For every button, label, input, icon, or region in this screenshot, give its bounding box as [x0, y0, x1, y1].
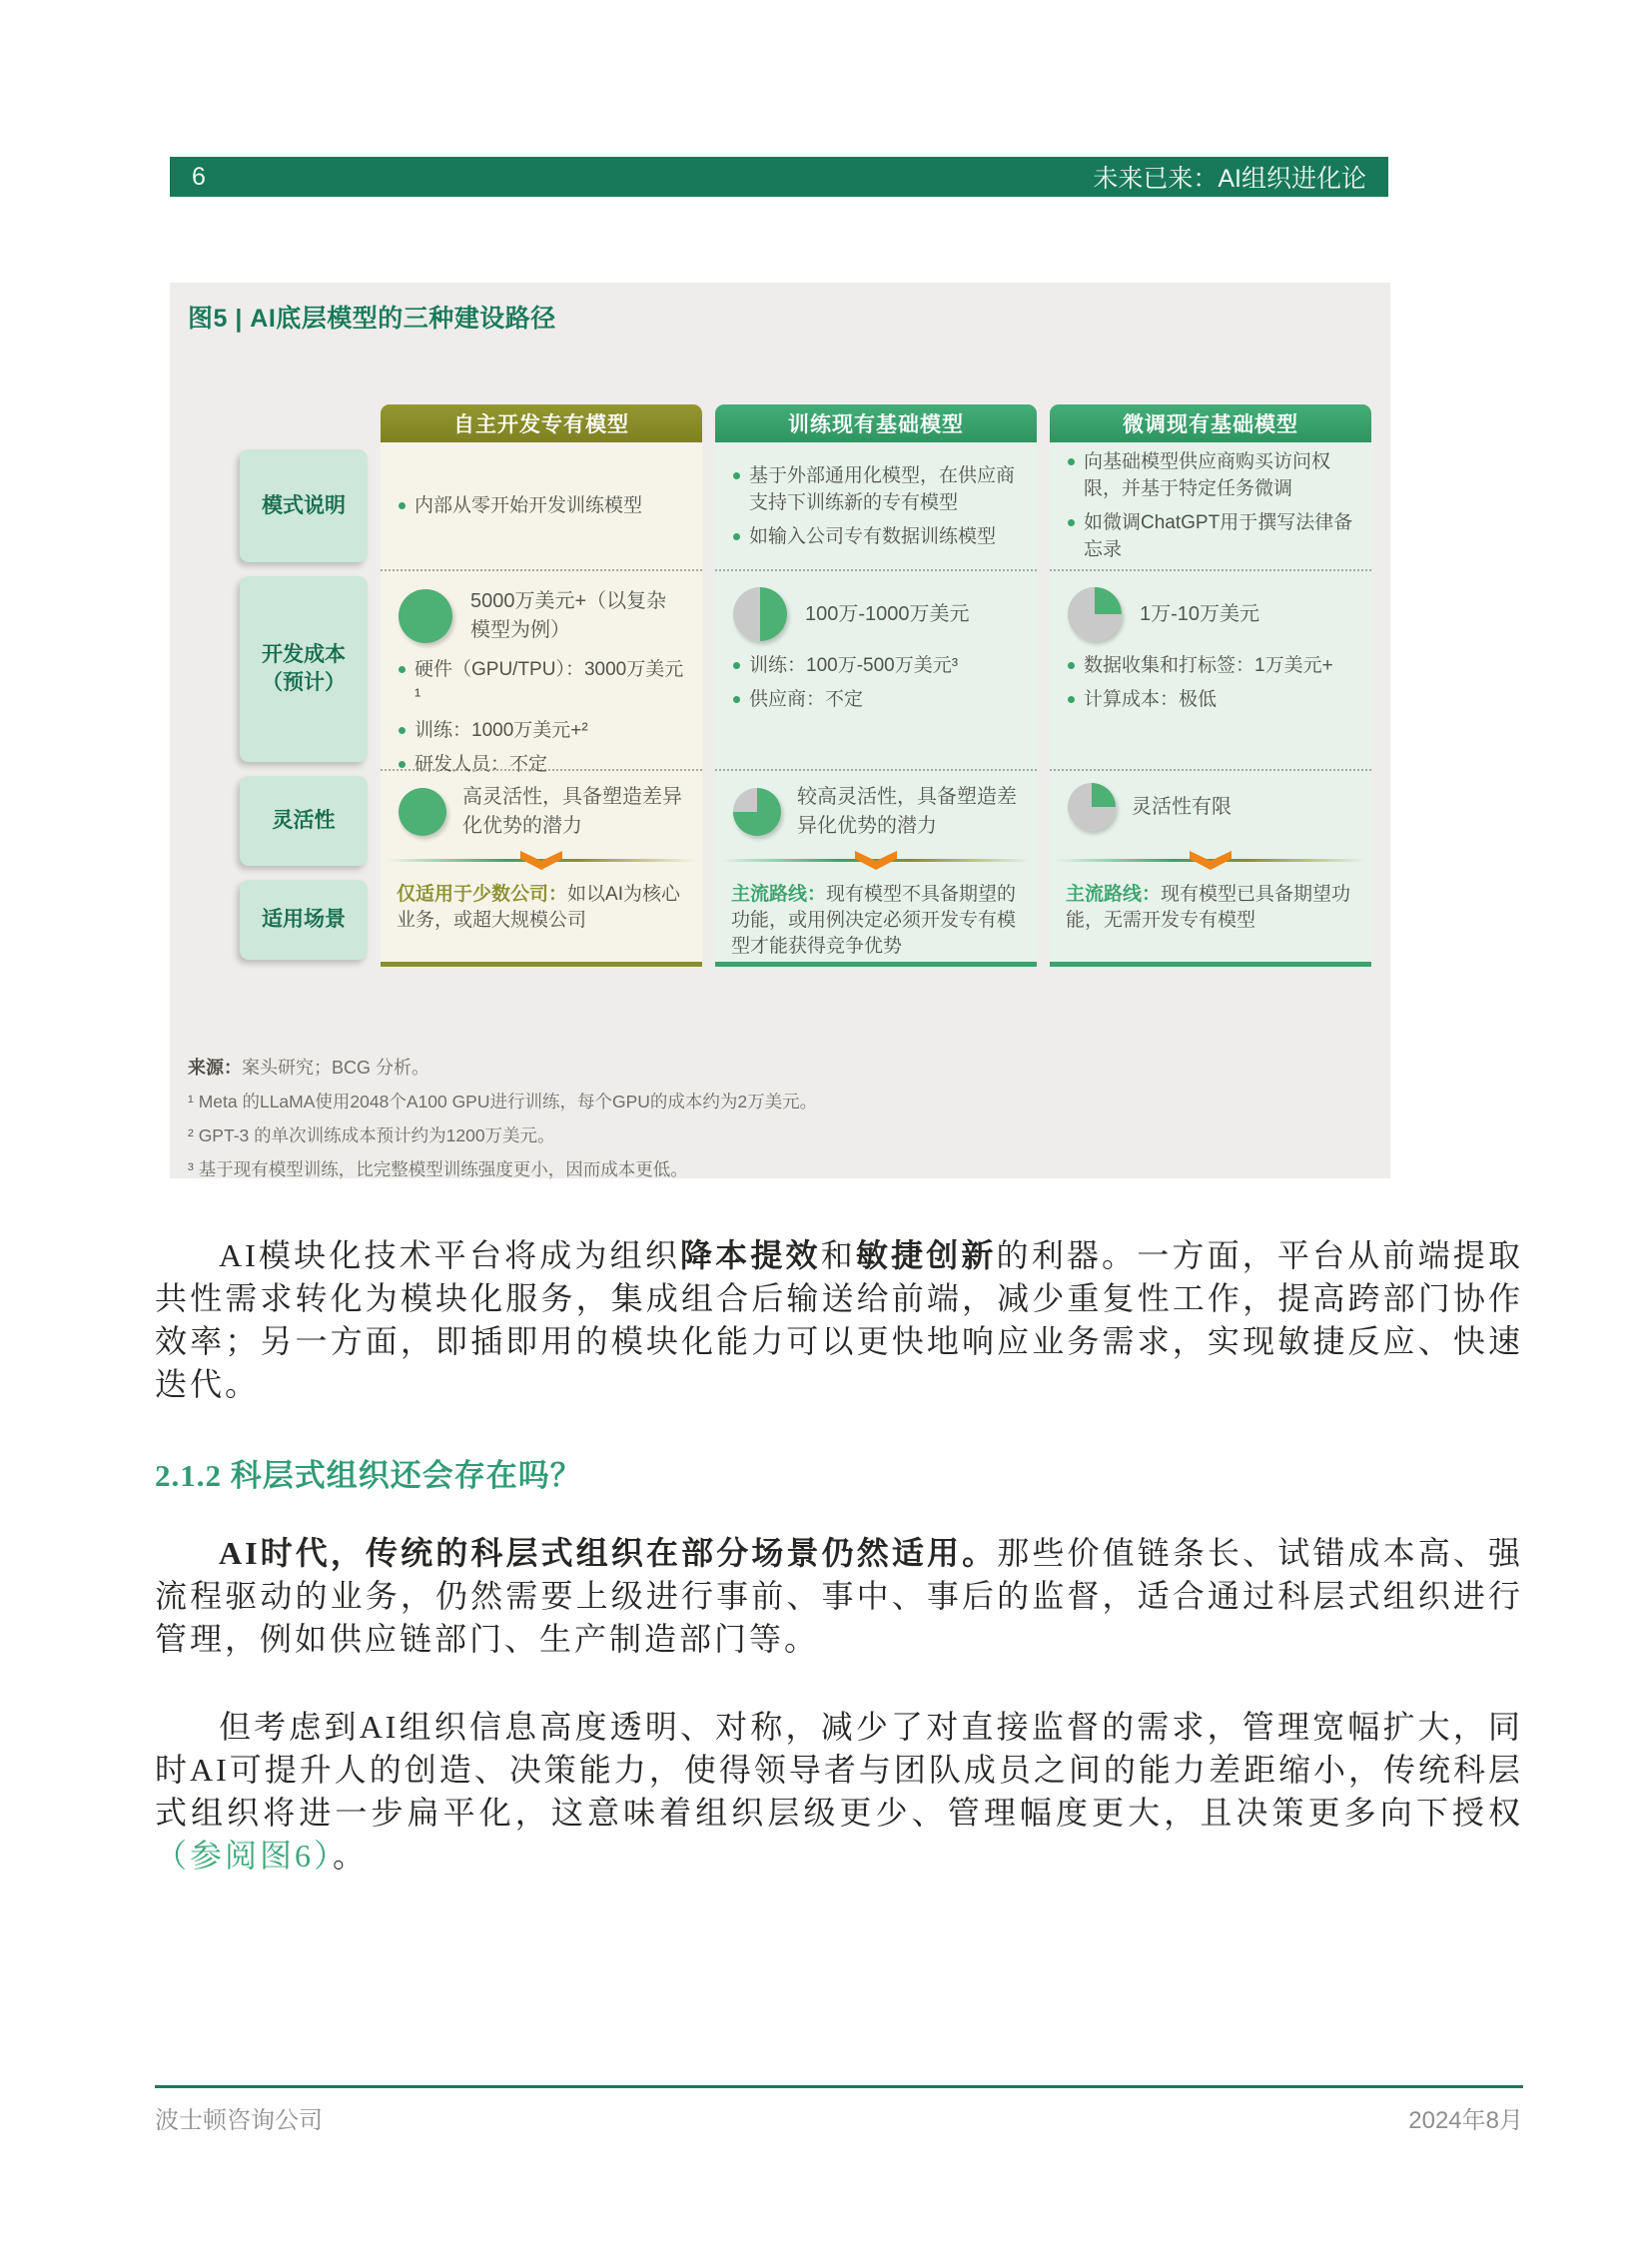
pie-icon	[1068, 587, 1122, 641]
cell-scenario-col1	[381, 873, 702, 967]
pie-icon	[733, 587, 787, 641]
cost-headline: 100万-1000万美元	[805, 602, 970, 625]
figure-table	[188, 404, 1372, 967]
bullet-item: 如微调ChatGPT用于撰写法律备忘录	[1066, 509, 1355, 563]
figure6-reference-link[interactable]: （参阅图6）	[155, 1838, 334, 1873]
cell-cost-col2	[715, 569, 1037, 769]
pie-icon	[399, 589, 452, 643]
text-run: AI模块化技术平台将成为组织	[219, 1237, 680, 1273]
chevron-divider	[715, 849, 1037, 873]
bullet-item: 计算成本：极低	[1066, 686, 1355, 713]
cell-cost-col1	[381, 569, 702, 775]
scenario-text: 现有模型已具备期望功能，无需开发专有模型	[1066, 884, 1351, 931]
bullet-item: 如输入公司专有数据训练模型	[731, 523, 1021, 550]
flexibility-text: 高灵活性，具备塑造差异化优势的潜力	[462, 786, 682, 837]
bullet-item: 训练：100万-500万美元³	[731, 652, 1021, 679]
scenario-tag: 主流路线：	[1066, 884, 1162, 905]
scenario-text: 如以AI为核心业务，或超大规模公司	[397, 884, 680, 931]
table-corner-spacer	[188, 404, 368, 442]
row-label-wrap	[188, 442, 368, 569]
chevron-down-icon	[853, 850, 899, 872]
text-run-bold: AI时代，传统的科层式组织在部分场景仍然适用。	[219, 1535, 998, 1571]
row-label-wrap	[188, 769, 368, 873]
page-number: 6	[192, 162, 206, 191]
text-run: 的利器。一方面，平台从前端提取共性需求转化为模块化服务，集成组合后输送给前端，减少重复性工作，提高跨部门协作效率；另一方面，即插即用的模块化能力可以更快地响应业务需求，实现敏捷反应、快速迭代。	[155, 1237, 1523, 1402]
bullet-item: 研发人员：不定	[397, 751, 686, 778]
cell-flexibility-col3	[1050, 769, 1371, 873]
pie-icon	[1068, 783, 1116, 831]
header-title: 未来已来：AI组织进化论	[1093, 165, 1366, 193]
row-label-wrap	[188, 873, 368, 967]
figure-panel	[170, 283, 1390, 1178]
bullet-item: 训练：1000万美元+²	[397, 717, 686, 744]
pie-icon	[399, 788, 446, 836]
paragraph-hierarchy-1	[155, 1532, 1523, 1661]
figure-notes	[188, 1051, 1372, 1186]
section-heading: 2.1.2 科层式组织还会存在吗？	[155, 1458, 582, 1493]
page-footer	[155, 2085, 1523, 2135]
cost-headline: 5000万美元+（以复杂模型为例）	[470, 590, 667, 641]
source-text: 案头研究；BCG 分析。	[242, 1058, 430, 1078]
column-header-finetune-existing: 微调现有基础模型	[1050, 404, 1371, 442]
column-header-train-existing: 训练现有基础模型	[715, 404, 1037, 442]
footer-date: 2024年8月	[1408, 2107, 1523, 2134]
row-label-wrap	[188, 569, 368, 769]
text-run-bold: 敏捷创新	[855, 1237, 997, 1273]
source-line	[188, 1051, 1372, 1085]
chevron-divider	[1050, 849, 1371, 873]
header-bar	[170, 157, 1388, 197]
footer-company: 波士顿咨询公司	[155, 2107, 323, 2134]
bullet-item: 供应商：不定	[731, 686, 1021, 713]
text-run: 但考虑到AI组织信息高度透明、对称，减少了对直接监督的需求，管理宽幅扩大，同时AI可提升人的创造、决策能力，使得领导者与团队成员之间的能力差距缩小，传统科层式组织将进一步扁平化，这意味着组织层级更少、管理幅度更大，且决策更多向下授权	[155, 1709, 1523, 1831]
flexibility-text: 灵活性有限	[1132, 795, 1232, 818]
bullet-item: 基于外部通用化模型，在供应商支持下训练新的专有模型	[731, 462, 1021, 516]
row-label-scenario: 适用场景	[240, 880, 368, 960]
column-header-self-develop: 自主开发专有模型	[381, 404, 702, 442]
text-run-bold: 降本提效	[680, 1237, 821, 1273]
text-run: 和	[820, 1237, 856, 1273]
chevron-down-icon	[1188, 850, 1234, 872]
chevron-down-icon	[518, 850, 564, 872]
text-run: 那些价值链条长、试错成本高、强流程驱动的业务，仍然需要上级进行事前、事中、事后的监督，适合通过科层式组织进行管理，例如供应链部门、生产制造部门等。	[155, 1535, 1523, 1657]
cell-scenario-col3	[1050, 873, 1371, 967]
row-label-flexibility: 灵活性	[240, 776, 368, 866]
footnote: ² GPT-3 的单次训练成本预计约为1200万美元。	[188, 1125, 555, 1145]
source-label: 来源：	[188, 1058, 242, 1078]
pie-icon	[733, 788, 781, 836]
bullet-item: 内部从零开始开发训练模型	[397, 492, 642, 519]
cost-headline: 1万-10万美元	[1140, 602, 1260, 625]
bullet-item: 向基础模型供应商购买访问权限，并基于特定任务微调	[1066, 448, 1355, 502]
cell-cost-col3	[1050, 569, 1371, 769]
scenario-tag: 主流路线：	[731, 884, 827, 905]
cell-mode-col2	[715, 442, 1037, 569]
flexibility-text: 较高灵活性，具备塑造差异化优势的潜力	[797, 786, 1017, 837]
bullet-item: 数据收集和打标签：1万美元+	[1066, 652, 1355, 679]
footnote: ³ 基于现有模型训练，比完整模型训练强度更小，因而成本更低。	[188, 1159, 688, 1179]
paragraph-platform	[155, 1234, 1523, 1406]
scenario-text: 现有模型不具备期望的功能，或用例决定必须开发专有模型才能获得竞争优势	[731, 884, 1017, 957]
scenario-tag: 仅适用于少数公司：	[397, 884, 568, 905]
figure-title: 图5 | AI底层模型的三种建设路径	[188, 305, 556, 333]
cell-flexibility-col2	[715, 769, 1037, 873]
text-run: 。	[333, 1838, 369, 1873]
cell-flexibility-col1	[381, 769, 702, 873]
paragraph-hierarchy-2	[155, 1706, 1523, 1877]
cell-mode-col1	[381, 442, 702, 569]
cell-mode-col3	[1050, 442, 1371, 569]
cell-scenario-col2	[715, 873, 1037, 967]
footnote: ¹ Meta 的LLaMA使用2048个A100 GPU进行训练，每个GPU的成本约为2万美元。	[188, 1092, 818, 1112]
bullet-item: 硬件（GPU/TPU）：3000万美元¹	[397, 656, 686, 710]
chevron-divider	[381, 849, 702, 873]
row-label-cost: 开发成本（预计）	[240, 576, 368, 762]
row-label-mode: 模式说明	[240, 449, 368, 562]
